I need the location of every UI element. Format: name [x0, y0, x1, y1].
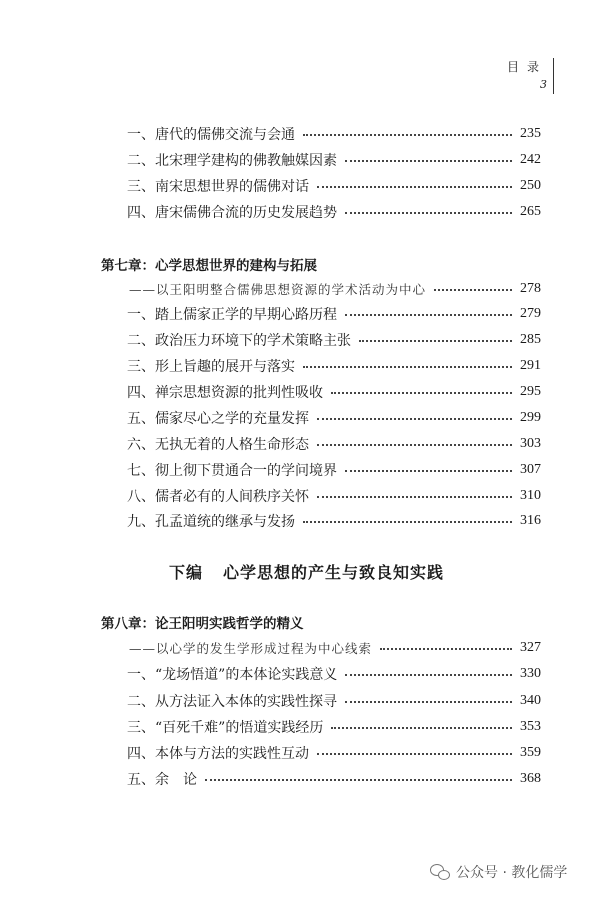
- toc-entry-title: 一、唐代的儒佛交流与会通: [127, 127, 295, 143]
- toc-entry: [101, 434, 541, 454]
- leader-dots: [317, 186, 512, 188]
- leader-dots: [317, 418, 512, 420]
- toc-entry-title: 六、无执无着的人格生命形态: [127, 437, 309, 453]
- toc-entry: [101, 511, 541, 531]
- part-heading: [0, 560, 613, 583]
- toc-entry-page: 340: [520, 693, 541, 708]
- toc-entry-page: 303: [520, 436, 541, 451]
- toc-entry-page: 359: [520, 745, 541, 760]
- toc-entry-title: 四、禅宗思想资源的批判性吸收: [127, 385, 323, 401]
- toc-entry-title: 一、“龙场悟道”的本体论实践意义: [127, 667, 338, 683]
- toc-entry: [101, 408, 541, 428]
- toc-entry: [101, 176, 541, 196]
- chapter-subtitle-text: ——以王阳明整合儒佛思想资源的学术活动为中心: [129, 282, 427, 297]
- chapter-title: 第七章：心学思想世界的建构与拓展: [101, 258, 317, 274]
- toc-entry: [101, 769, 541, 789]
- toc-entry-title: 八、儒者必有的人间秩序关怀: [127, 489, 309, 505]
- toc-entry-page: 279: [520, 306, 541, 321]
- part-label: 下编: [168, 563, 203, 582]
- toc-entry-page: 242: [520, 152, 541, 167]
- leader-dots: [359, 340, 512, 342]
- header-section: 目录: [506, 60, 547, 74]
- leader-dots: [345, 212, 512, 214]
- toc-entry-page: 291: [520, 358, 541, 373]
- toc-entry: [101, 460, 541, 480]
- toc-entry-title: 九、孔孟道统的继承与发扬: [127, 514, 295, 530]
- leader-dots: [331, 392, 512, 394]
- toc-entry: [101, 743, 541, 763]
- chapter-heading: [101, 612, 541, 632]
- wechat-icon: [430, 863, 450, 881]
- leader-dots: [345, 314, 512, 316]
- chapter-title: 第八章：论王阳明实践哲学的精义: [101, 616, 304, 632]
- toc-entry: [101, 664, 541, 684]
- toc-entry-page: 368: [520, 771, 541, 786]
- leader-dots: [317, 496, 512, 498]
- toc-entry-title: 二、从方法证入本体的实践性探寻: [127, 694, 337, 710]
- leader-dots: [345, 674, 512, 676]
- toc-entry-page: 235: [520, 126, 541, 141]
- toc-entry-title: 三、南宋思想世界的儒佛对话: [127, 179, 309, 195]
- leader-dots: [303, 366, 512, 368]
- running-header: [507, 58, 547, 94]
- chapter-subtitle-text: ——以心学的发生学形成过程为中心线索: [129, 641, 373, 656]
- chapter-subtitle: [101, 279, 541, 299]
- toc-entry-page: 265: [520, 204, 541, 219]
- toc-entry-title: 七、彻上彻下贯通合一的学问境界: [127, 463, 337, 479]
- toc-entry-page: 299: [520, 410, 541, 425]
- toc-entry-title: 四、唐宋儒佛合流的历史发展趋势: [127, 205, 337, 221]
- toc-entry: [101, 691, 541, 711]
- leader-dots: [434, 289, 512, 291]
- toc-entry: [101, 382, 541, 402]
- toc-entry-title: 一、踏上儒家正学的早期心路历程: [127, 307, 337, 323]
- leader-dots: [317, 444, 512, 446]
- toc-entry-title: 三、形上旨趣的展开与落实: [127, 359, 295, 375]
- chapter-subtitle-page: 327: [520, 640, 541, 655]
- toc-entry-page: 295: [520, 384, 541, 399]
- toc-entry: [101, 486, 541, 506]
- leader-dots: [380, 648, 512, 650]
- toc-entry: [101, 124, 541, 144]
- chapter-subtitle-page: 278: [520, 281, 541, 296]
- toc-entry: [101, 717, 541, 737]
- watermark-text: 公众号 · 教化儒学: [456, 865, 568, 881]
- part-title: 心学思想的产生与致良知实践: [223, 563, 445, 582]
- leader-dots: [303, 134, 512, 136]
- toc-entry-page: 307: [520, 462, 541, 477]
- toc-entry-page: 285: [520, 332, 541, 347]
- leader-dots: [303, 521, 512, 523]
- leader-dots: [345, 701, 512, 703]
- toc-entry-page: 316: [520, 513, 541, 528]
- toc-entry-title: 五、余 论: [127, 772, 197, 788]
- toc-entry-title: 三、“百死千难”的悟道实践经历: [127, 720, 324, 736]
- toc-entry-page: 330: [520, 666, 541, 681]
- toc-entry-title: 二、政治压力环境下的学术策略主张: [127, 333, 351, 349]
- toc-entry-page: 310: [520, 488, 541, 503]
- toc-entry-page: 250: [520, 178, 541, 193]
- watermark: [430, 862, 567, 882]
- header-page-number: 3: [540, 78, 547, 91]
- leader-dots: [345, 470, 512, 472]
- toc-entry-title: 五、儒家尽心之学的充量发挥: [127, 411, 309, 427]
- toc-entry-title: 四、本体与方法的实践性互动: [127, 746, 309, 762]
- leader-dots: [331, 727, 512, 729]
- toc-entry: [101, 304, 541, 324]
- leader-dots: [345, 160, 512, 162]
- header-rule: [553, 58, 554, 94]
- leader-dots: [317, 753, 512, 755]
- chapter-subtitle: [101, 638, 541, 658]
- toc-entry-page: 353: [520, 719, 541, 734]
- chapter-heading: [101, 254, 541, 274]
- toc-entry: [101, 150, 541, 170]
- toc-entry-title: 二、北宋理学建构的佛教触媒因素: [127, 153, 337, 169]
- toc-entry: [101, 330, 541, 350]
- toc-entry: [101, 356, 541, 376]
- leader-dots: [205, 779, 512, 781]
- toc-entry: [101, 202, 541, 222]
